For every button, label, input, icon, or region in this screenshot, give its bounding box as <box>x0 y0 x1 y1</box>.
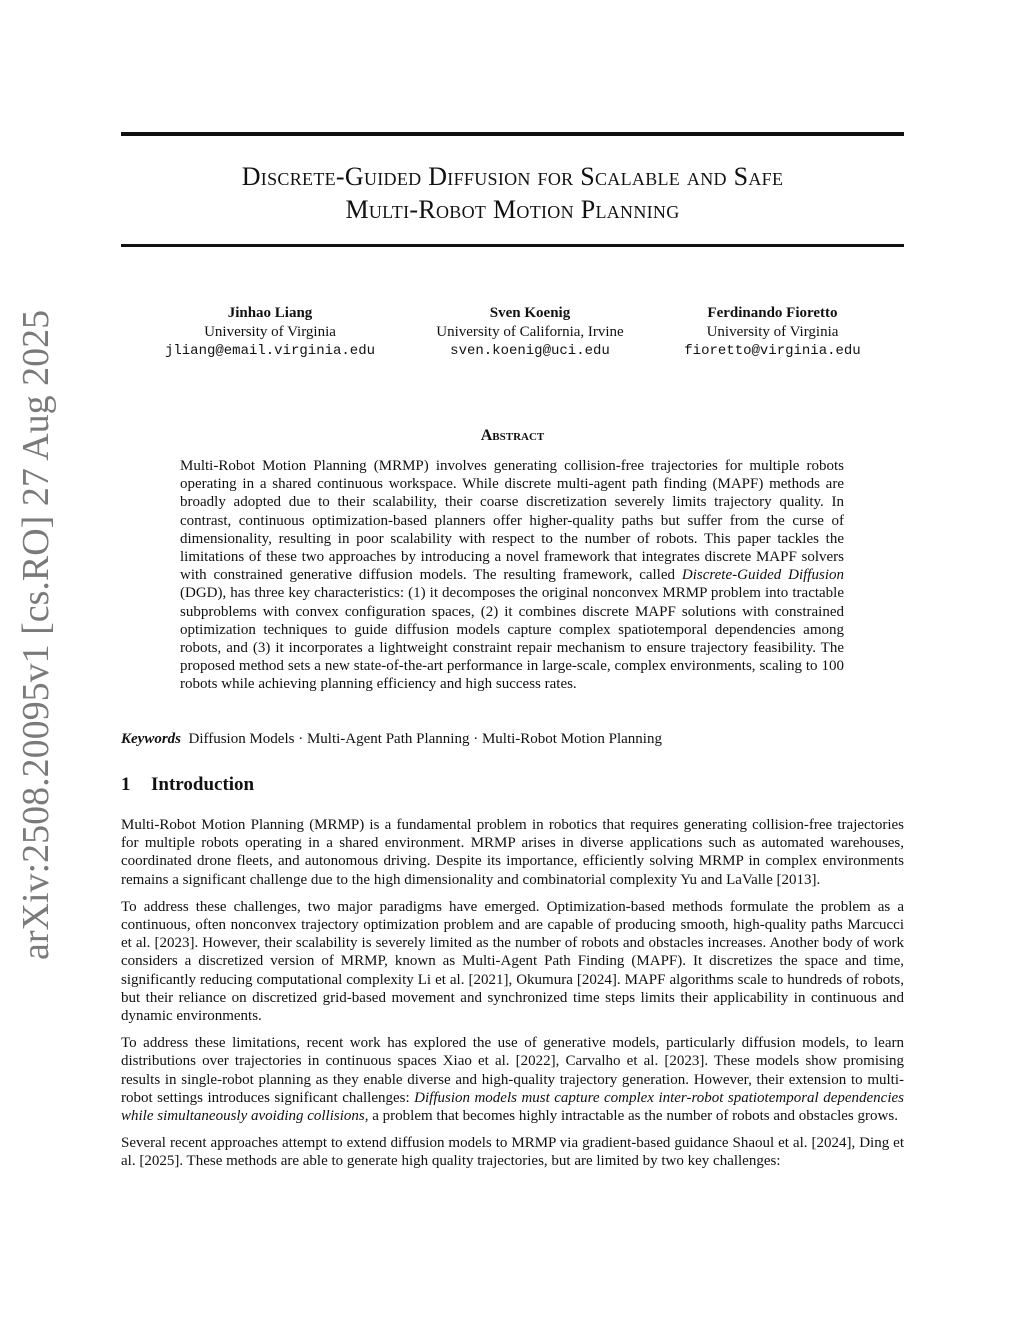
paragraph-3-part-1: To address these limitations, recent work has explored the use of generative models, particularly diffusion models, to learn distributions over trajectories in continuous spaces Xiao et al. [2022], Carvalho et al. [2023]. These models show promising results in single-robot planning as they enable diverse and high-quality trajectory generation. However, their extension to multi-robot settings introduces significant challenges: <box>121 1035 904 1106</box>
abstract-part-1: Multi-Robot Motion Planning (MRMP) involves generating collision-free trajectories for multiple robots operating in a shared continuous workspace. While discrete multi-agent path finding (MAPF) methods are broadly adopted due to their scalability, their coarse discretization severely limits trajectory quality. In contrast, continuous optimization-based planners offer higher-quality paths but suffer from the curse of dimensionality, resulting in poor scalability with respect to the number of robots. This paper tackles the limitations of these two approaches by introducing a novel framework that integrates discrete MAPF solvers with constrained generative diffusion models. The resulting framework, called <box>180 458 844 584</box>
abstract-heading: Abstract <box>480 427 545 444</box>
abstract-method-name: Discrete-Guided Diffusion <box>681 567 844 584</box>
author-affiliation: University of Virginia <box>204 324 336 340</box>
author-block-2 <box>405 304 655 361</box>
title-line-1: Discrete-Guided Diffusion for Scalable and Safe <box>241 162 784 191</box>
section-heading <box>121 774 254 796</box>
author-name: Jinhao Liang <box>227 305 313 321</box>
paragraph-3 <box>121 1034 904 1125</box>
section-title: Introduction <box>151 774 255 795</box>
author-name: Ferdinando Fioretto <box>707 305 838 321</box>
author-email[interactable]: fioretto@virginia.edu <box>684 343 861 359</box>
abstract-part-2: (DGD), has three key characteristics: (1) it decomposes the original nonconvex MRMP problem into tractable subproblems with convex configuration spaces, (2) it combines discrete MAPF solutions with constrained optimization techniques to guide diffusion models capture complex spatiotemporal dependencies among robots, and (3) it incorporates a lightweight constraint repair mechanism to ensure trajectory feasibility. The proposed method sets a new state-of-the-art performance in large-scale, complex environments, scaling to 100 robots while achieving planning efficiency and high success rates. <box>180 585 844 693</box>
paper-title <box>121 160 904 226</box>
author-name: Sven Koenig <box>489 305 571 321</box>
keywords-label: Keywords <box>121 731 181 747</box>
keywords-text: Diffusion Models · Multi-Agent Path Planning · Multi-Robot Motion Planning <box>188 731 662 747</box>
arxiv-stamp: arXiv:2508.20095v1 [cs.RO] 27 Aug 2025 <box>15 309 57 960</box>
paragraph-3-emphasis: Diffusion models must capture complex inter-robot spatiotemporal dependencies while simultaneously avoiding collisions <box>121 1089 904 1125</box>
title-top-rule <box>121 132 904 136</box>
paragraph-2: To address these challenges, two major paradigms have emerged. Optimization-based methods formulate the problem as a continuous, often nonconvex trajectory optimization problem and are capable of producing smooth, high-quality paths Marcucci et al. [2023]. However, their scalability is severely limited as the number of robots and obstacles increases. Another body of work considers a discretized version of MRMP, known as Multi-Agent Path Finding (MAPF). It discretizes the space and time, significantly reducing computational complexity Li et al. [2021], Okumura [2024]. MAPF algorithms scale to hundreds of robots, but their reliance on discretized grid-based movement and synchronized time steps limits their applicability in continuous and dynamic environments. <box>121 898 904 1025</box>
paragraph-3-part-2: , a problem that becomes highly intractable as the number of robots and obstacles grows. <box>364 1108 898 1125</box>
title-line-2: Multi-Robot Motion Planning <box>345 195 680 224</box>
author-block-3 <box>660 304 885 361</box>
body-text <box>121 816 904 1180</box>
title-bottom-rule <box>121 244 904 247</box>
keywords-line <box>121 731 662 748</box>
abstract-text <box>180 457 844 694</box>
author-email[interactable]: jliang@email.virginia.edu <box>164 343 376 359</box>
section-number: 1 <box>121 774 131 795</box>
paragraph-4: Several recent approaches attempt to extend diffusion models to MRMP via gradient-based guidance Shaoul et al. [2024], Ding et al. [2025]. These methods are able to generate high quality trajectories, but are limited by two key challenges: <box>121 1135 904 1170</box>
author-affiliation: University of Virginia <box>706 324 839 340</box>
paragraph-1: Multi-Robot Motion Planning (MRMP) is a fundamental problem in robotics that requires generating collision-free trajectories for multiple robots operating in a shared environment. MRMP arises in diverse applications such as automated warehouses, coordinated drone fleets, and autonomous driving. Despite its importance, efficiently solving MRMP in complex environments remains a significant challenge due to the high dimensionality and combinatorial complexity Yu and LaValle [2013]. <box>121 817 904 888</box>
author-email[interactable]: sven.koenig@uci.edu <box>450 343 610 359</box>
author-block-1 <box>150 304 390 361</box>
author-affiliation: University of California, Irvine <box>436 324 624 340</box>
